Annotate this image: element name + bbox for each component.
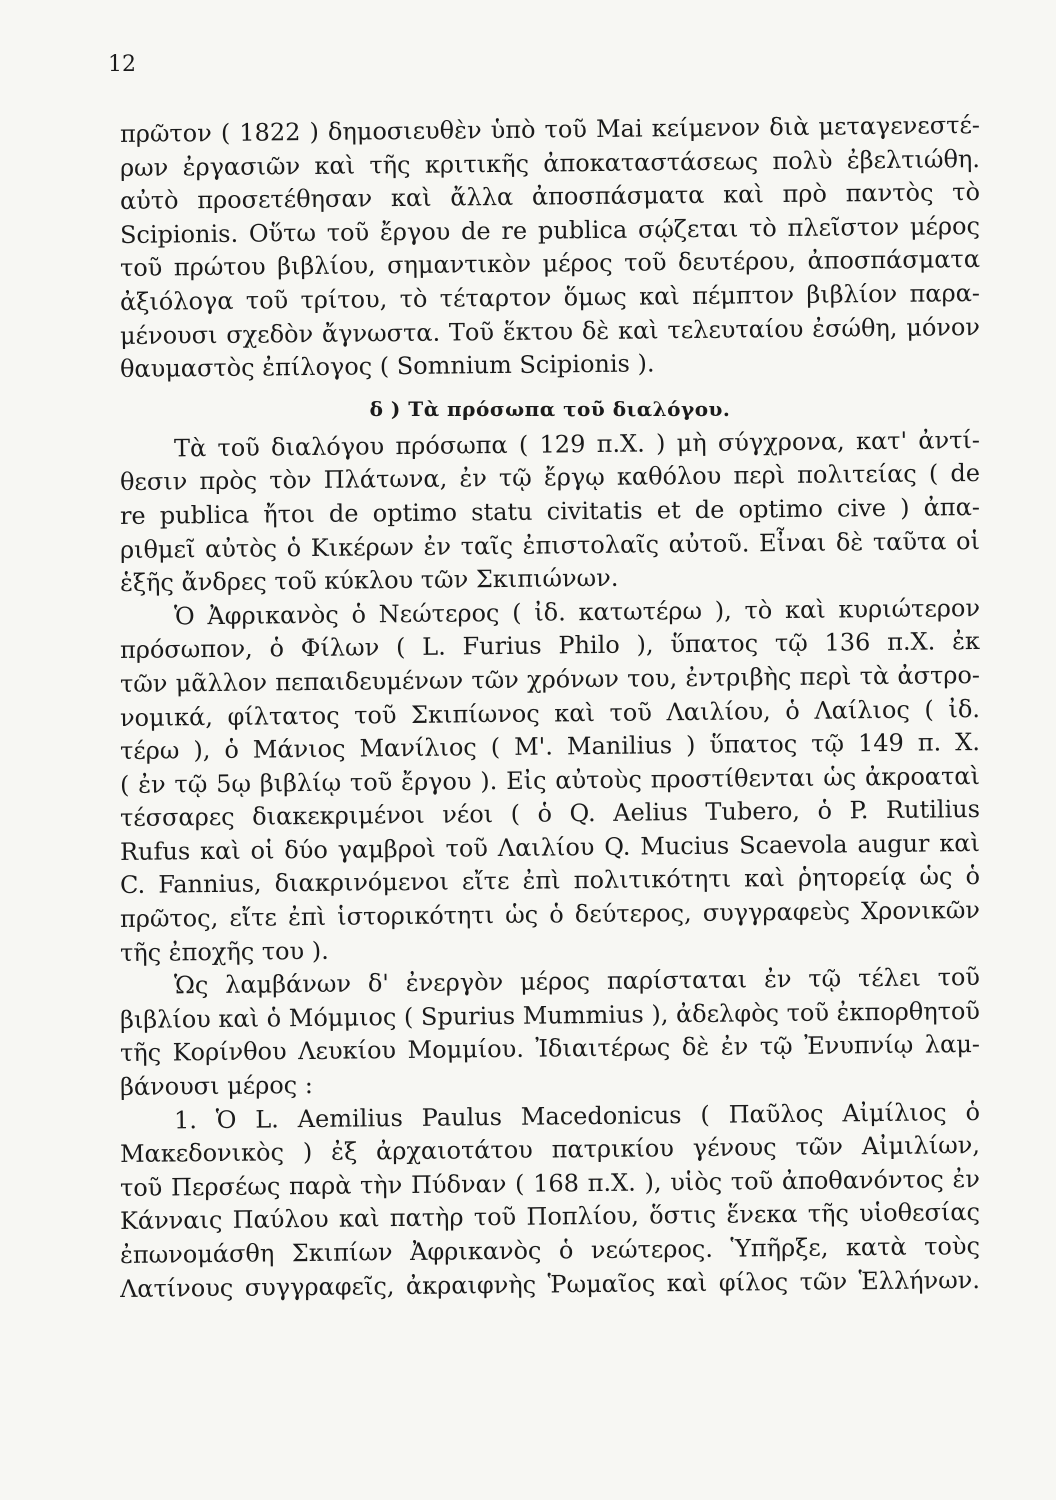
paragraph-2	[119, 425, 981, 601]
text-line: τῆς ἐποχῆς του ).	[119, 936, 329, 967]
text-line: πρῶτος, εἴτε ἐπὶ ἱστορικότητι ὡς ὁ δεύτερος, συγγραφεὺς Χρονικῶν	[119, 896, 981, 934]
text-line: ριθμεῖ αὐτὸς ὁ Κικέρων ἐν ταῖς ἐπιστολαῖς αὐτοῦ. Εἶναι δὲ ταῦτα οἱ	[119, 526, 981, 564]
text-line: νομικά, φίλτατος τοῦ Σκιπίωνος καὶ τοῦ Λαιλίου, ὁ Λαίλιος ( ἰδ.	[119, 694, 981, 732]
text-line: τοῦ πρώτου βιβλίου, σημαντικὸν μέρος τοῦ δευτέρου, ἀποσπάσματα	[119, 245, 981, 283]
text-line: Κάνναις Παύλου καὶ πατὴρ τοῦ Ποπλίου, ὅστις ἕνεκα τῆς υἱοθεσίας	[119, 1198, 981, 1236]
text-line: ἐπωνομάσθη Σκιπίων Ἀφρικανὸς ὁ νεώτερος. Ὑπῆρξε, κατὰ τοὺς	[119, 1231, 981, 1269]
text-line: re publica ἤτοι de optimo statu civitatis et de optimo cive ) ἀπα-	[119, 492, 981, 530]
text-line: θεσιν πρὸς τὸν Πλάτωνα, ἐν τῷ ἔργῳ καθόλου περὶ πολιτείας ( de	[119, 459, 981, 497]
page-number: 12	[108, 52, 136, 77]
paragraph-4	[119, 963, 981, 1104]
text-line: ἑξῆς ἄνδρες τοῦ κύκλου τῶν Σκιπιώνων.	[119, 563, 619, 598]
text-line: βάνουσι μέρος :	[119, 1071, 314, 1102]
text-line: τῶν μᾶλλον πεπαιδευμένων τῶν χρόνων του, ἐντριβὴς περὶ τὰ ἀστρο-	[119, 660, 981, 698]
paragraph-1	[119, 110, 981, 387]
paragraph-5	[119, 1097, 981, 1307]
text-line: μένουσι σχεδὸν ἄγνωστα. Τοῦ ἕκτου δὲ καὶ τελευταίου ἐσώθη, μόνον	[119, 312, 981, 350]
text-line: Ὁ Ἀφρικανὸς ὁ Νεώτερος ( ἰδ. κατωτέρω ), τὸ καὶ κυριώτερον	[173, 593, 981, 631]
text-line: Scipionis. Οὕτω τοῦ ἔργου de re publica σῴζεται τὸ πλεῖστον μέρος	[119, 211, 981, 249]
text-line: βιβλίου καὶ ὁ Μόμμιος ( Spurius Mummius ), ἀδελφὸς τοῦ ἐκπορθητοῦ	[119, 996, 981, 1034]
text-line: Τὰ τοῦ διαλόγου πρόσωπα ( 129 π.Χ. ) μὴ σύγχρονα, κατ' ἀντί-	[173, 425, 981, 463]
text-line: τῆς Κορίνθου Λευκίου Μομμίου. Ἰδιαιτέρως δὲ ἐν τῷ Ἐνυπνίῳ λαμ-	[119, 1030, 981, 1068]
text-line: Ὡς λαμβάνων δ' ἐνεργὸν μέρος παρίσταται ἐν τῷ τέλει τοῦ	[173, 963, 981, 1000]
paragraph-3	[119, 593, 981, 971]
text-line: αὐτὸ προσετέθησαν καὶ ἄλλα ἀποσπάσματα καὶ πρὸ παντὸς τὸ	[119, 178, 981, 216]
section-heading: δ ) Τὰ πρόσωπα τοῦ διαλόγου.	[369, 396, 731, 421]
text-line: πρόσωπον, ὁ Φίλων ( L. Furius Philo ), ὕπατος τῷ 136 π.Χ. ἐκ	[119, 627, 981, 665]
text-line: Rufus καὶ οἱ δύο γαμβροὶ τοῦ Λαιλίου Q. Mucius Scaevola augur καὶ	[119, 828, 981, 866]
text-line: θαυμαστὸς ἐπίλογος ( Somnium Scipionis ).	[119, 349, 655, 384]
text-line: τέσσαρες διακεκριμένοι νέοι ( ὁ Q. Aelius Tubero, ὁ P. Rutilius	[119, 795, 981, 833]
text-line: τοῦ Περσέως παρὰ τὴν Πύδναν ( 168 π.Χ. ), υἱὸς τοῦ ἀποθανόντος ἐν	[119, 1164, 981, 1202]
text-line: Μακεδονικὸς ) ἐξ ἀρχαιοτάτου πατρικίου γένους τῶν Αἰμιλίων,	[119, 1131, 981, 1169]
text-line: πρῶτον ( 1822 ) δημοσιευθὲν ὑπὸ τοῦ Mai κείμενον διὰ μεταγενεστέ-	[119, 110, 981, 148]
text-line: τέρω ), ὁ Μάνιος Μανίλιος ( M'. Manilius ) ὕπατος τῷ 149 π. Χ.	[119, 728, 981, 766]
body-text	[119, 110, 981, 1306]
text-line: 1. Ὁ L. Aemilius Paulus Macedonicus ( Παῦλος Αἰμίλιος ὁ	[173, 1097, 981, 1135]
text-line: Λατίνους συγγραφεῖς, ἀκραιφνὴς Ῥωμαῖος καὶ φίλος τῶν Ἑλλήνων.	[119, 1265, 981, 1303]
text-line: ρων ἐργασιῶν καὶ τῆς κριτικῆς ἀποκαταστάσεως πολὺ ἐβελτιώθη.	[119, 144, 981, 182]
text-line: C. Fannius, διακρινόμενοι εἴτε ἐπὶ πολιτικότητι καὶ ῥητορείᾳ ὡς ὁ	[119, 862, 981, 900]
text-line: ἀξιόλογα τοῦ τρίτου, τὸ τέταρτον ὅμως καὶ πέμπτον βιβλίον παρα-	[119, 278, 981, 316]
text-line: ( ἐν τῷ 5ῳ βιβλίῳ τοῦ ἔργου ). Εἰς αὐτοὺς προστίθενται ὡς ἀκροαταὶ	[119, 761, 981, 799]
